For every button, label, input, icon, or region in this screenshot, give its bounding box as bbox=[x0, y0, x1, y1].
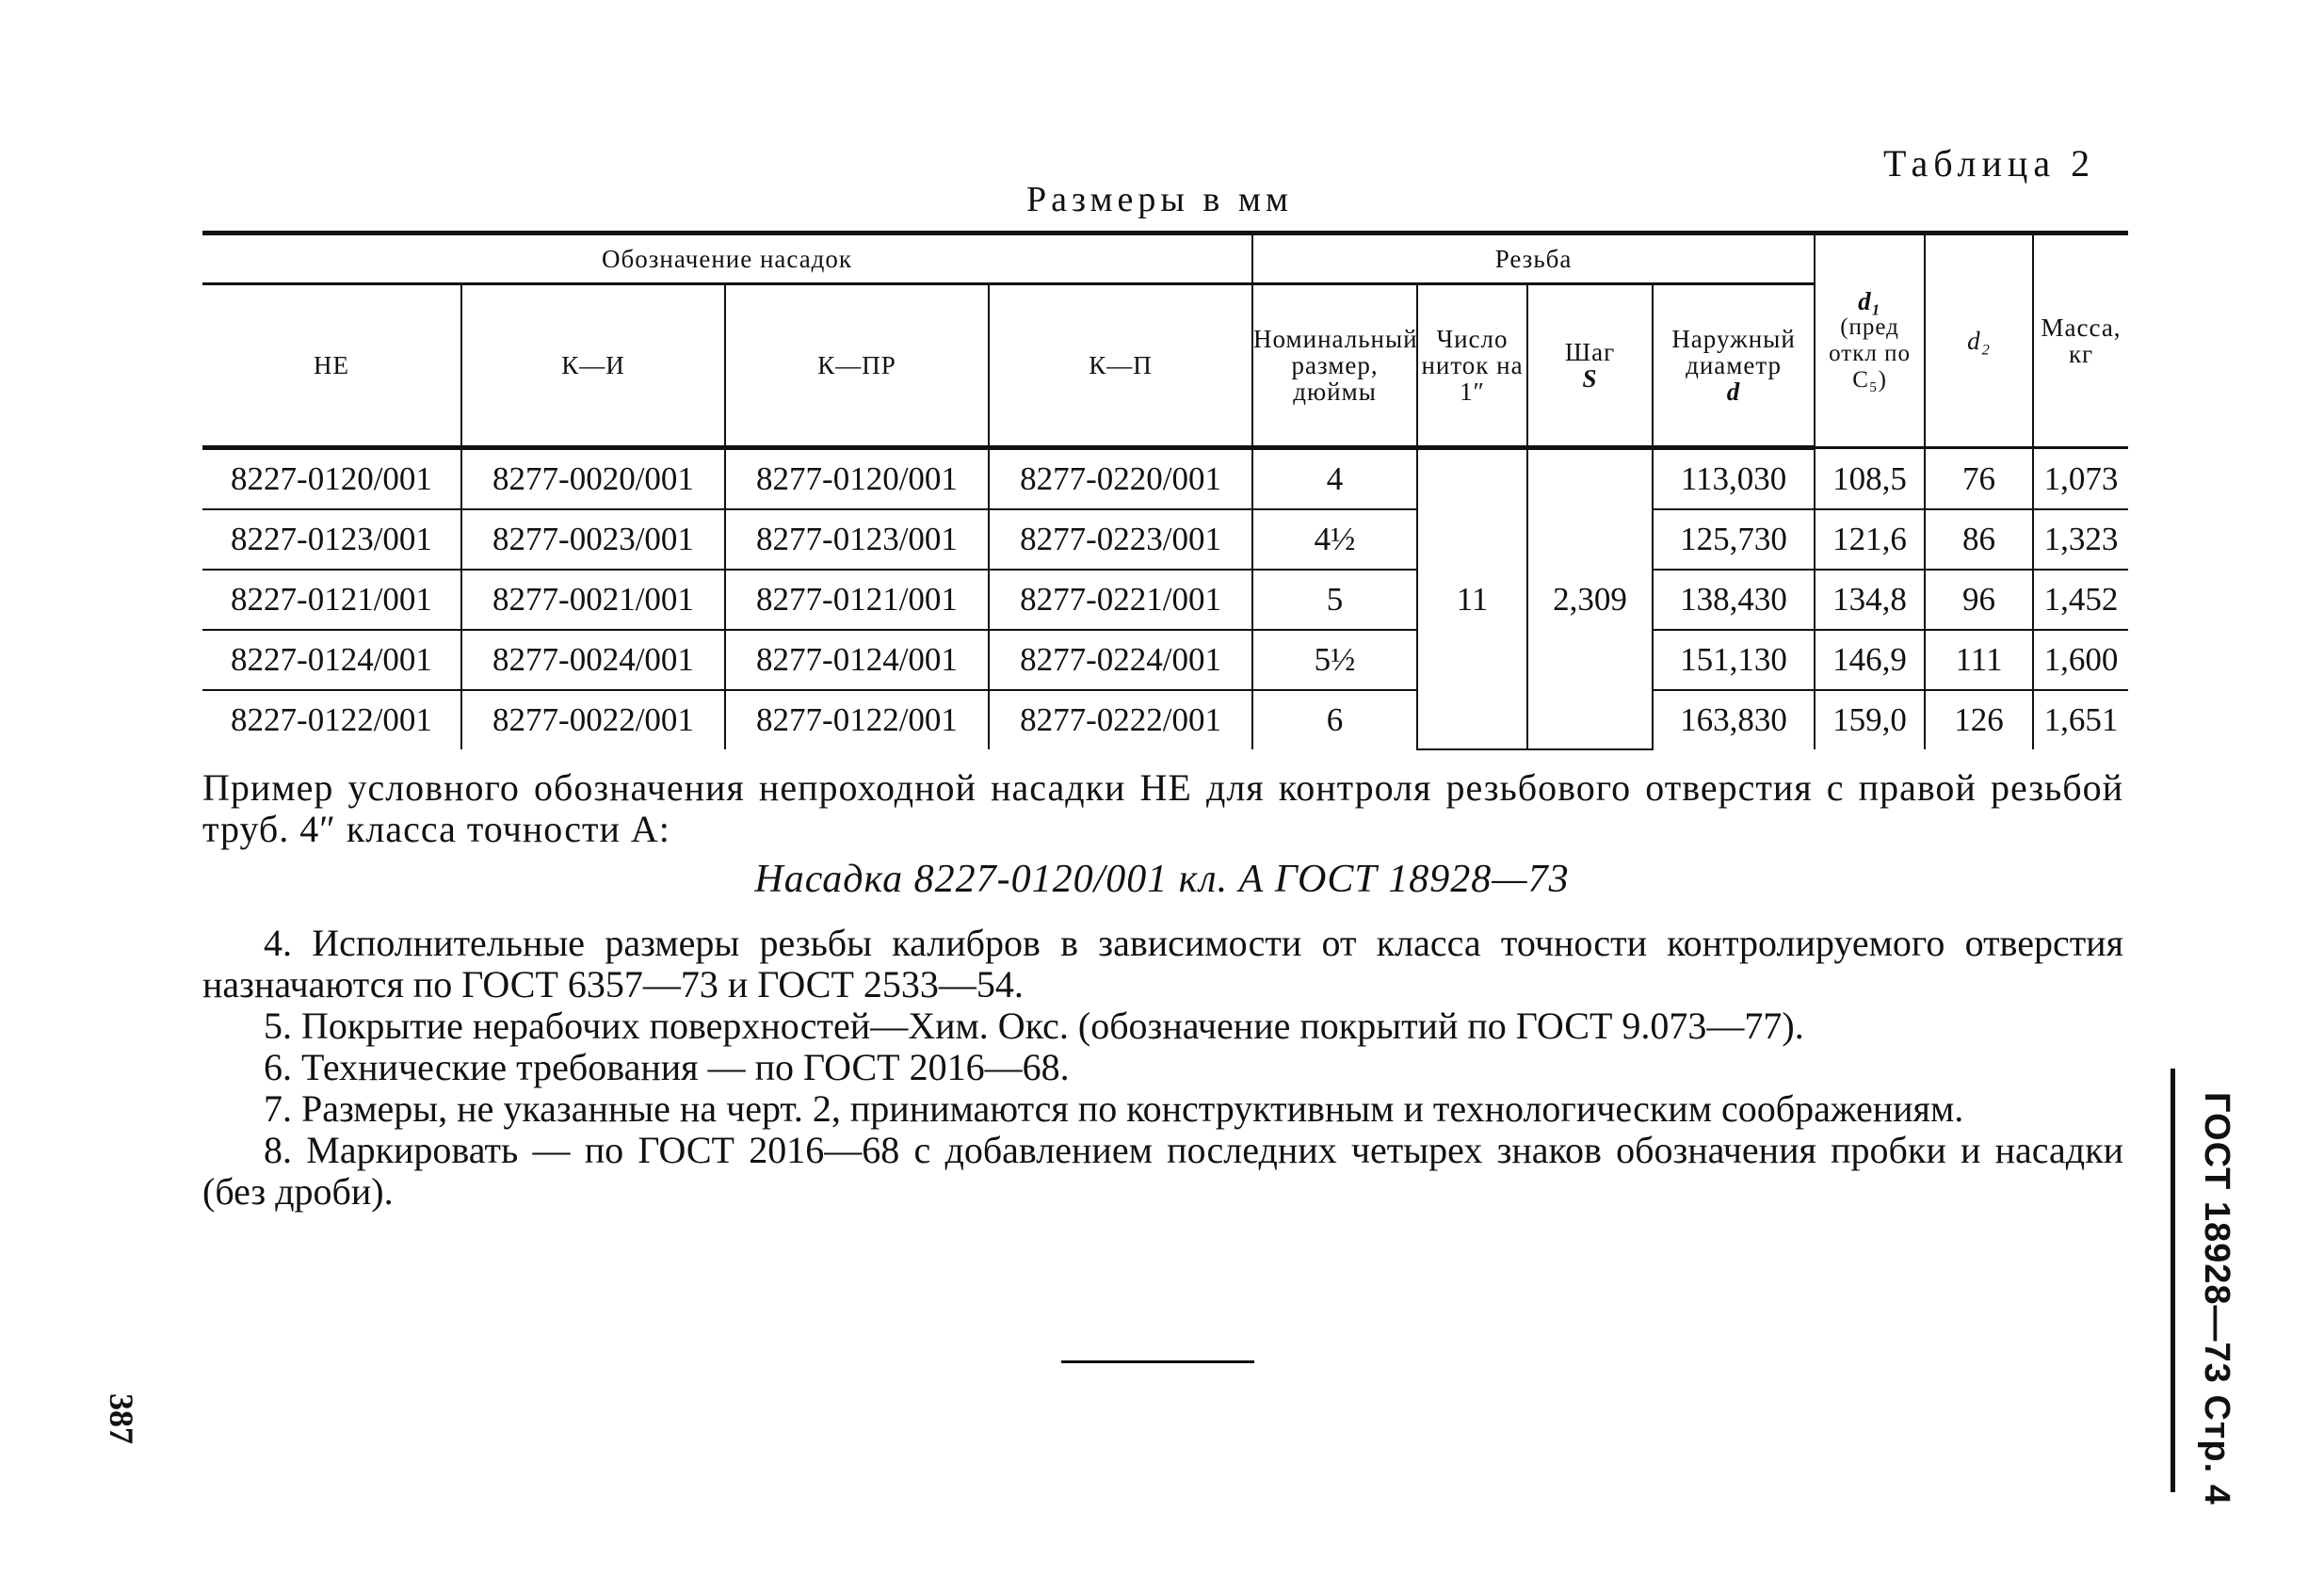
units-caption: Размеры в мм bbox=[1026, 180, 1293, 219]
note-item: 6. Технические требования — по ГОСТ 2016—68. bbox=[264, 1046, 1070, 1088]
ne-cell: 8227-0124/001 bbox=[202, 630, 461, 690]
d2-cell: 111 bbox=[1925, 630, 2033, 690]
table-row bbox=[202, 690, 2128, 749]
note-item: 8. Маркировать — по ГОСТ 2016—68 с добавлением последних четырех знаков обозначения пробки и насадки (без дроби). bbox=[202, 1129, 2123, 1213]
ne-cell: 8227-0122/001 bbox=[231, 701, 432, 738]
note-item: 4. Исполнительные размеры резьбы калибров в зависимости от класса точности контролируемого отверстия назначаются по ГОСТ 6357—73 и ГОСТ 2533—54. bbox=[202, 922, 2123, 1005]
ki-cell: 8277-0022/001 bbox=[461, 690, 725, 749]
nominal-size-header: Номинальный размер, дюймы bbox=[1252, 284, 1417, 448]
ne-cell: 8227-0123/001 bbox=[202, 509, 461, 570]
nominal-cell: 4½ bbox=[1252, 509, 1417, 570]
kp-cell: 8277-0220/001 bbox=[989, 448, 1252, 510]
pitch-header bbox=[1527, 284, 1653, 448]
ne-header: НЕ bbox=[202, 284, 461, 448]
ki-cell: 8277-0020/001 bbox=[461, 448, 725, 510]
designation-example-text: Пример условного обозначения непроходной насадки НЕ для контроля резьбового отверстия с правой резьбой труб. 4″ класса точности А: bbox=[202, 766, 2123, 850]
mass-cell: 1,600 bbox=[2033, 630, 2128, 690]
outer-diameter-symbol: d bbox=[1726, 378, 1741, 406]
pitch-symbol: S bbox=[1582, 364, 1598, 393]
kpr-cell: 8277-0124/001 bbox=[725, 630, 989, 690]
side-rule bbox=[2171, 1069, 2175, 1492]
designation-example: Насадка 8227-0120/001 кл. А ГОСТ 18928—73 bbox=[754, 858, 1570, 901]
outer-diameter-cell: 138,430 bbox=[1653, 570, 1815, 630]
end-rule bbox=[1061, 1360, 1254, 1363]
pitch-cell: 2,309 bbox=[1527, 448, 1653, 750]
designation-group-header: Обозначение насадок bbox=[202, 233, 1252, 284]
d1-cell: 108,5 bbox=[1815, 448, 1925, 510]
kp-header: К—П bbox=[989, 284, 1252, 448]
d1-note: (пред откл по C₅) bbox=[1829, 314, 1911, 393]
kpr-cell: 8277-0120/001 bbox=[725, 448, 989, 510]
d1-symbol: d₁ bbox=[1858, 287, 1881, 315]
mass-cell: 1,323 bbox=[2033, 509, 2128, 570]
standard-page-label: ГОСТ 18928—73 Стр. 4 bbox=[2197, 1092, 2236, 1505]
mass-header: Масса, кг bbox=[2033, 233, 2128, 448]
mass-cell: 1,452 bbox=[2033, 570, 2128, 630]
kpr-cell: 8277-0121/001 bbox=[725, 570, 989, 630]
threads-per-inch-cell: 11 bbox=[1417, 448, 1527, 750]
ki-cell: 8277-0024/001 bbox=[461, 630, 725, 690]
outer-diameter-cell: 113,030 bbox=[1653, 448, 1815, 510]
table-row bbox=[202, 630, 2128, 690]
table-row bbox=[202, 570, 2128, 630]
outer-diameter-cell: 125,730 bbox=[1653, 509, 1815, 570]
threads-per-inch-header: Число ниток на 1″ bbox=[1417, 284, 1527, 448]
nominal-cell: 5 bbox=[1252, 570, 1417, 630]
ki-header: К—И bbox=[461, 284, 725, 448]
note-item: 5. Покрытие нерабочих поверхностей—Хим. Окс. (обозначение покрытий по ГОСТ 9.073—77). bbox=[264, 1005, 1804, 1047]
d1-cell: 134,8 bbox=[1815, 570, 1925, 630]
outer-diameter-header bbox=[1653, 284, 1815, 448]
kp-cell: 8277-0224/001 bbox=[989, 630, 1252, 690]
d1-header bbox=[1815, 233, 1925, 448]
kp-cell: 8277-0223/001 bbox=[989, 509, 1252, 570]
ne-cell: 8227-0121/001 bbox=[202, 570, 461, 630]
kp-cell: 8277-0222/001 bbox=[989, 690, 1252, 749]
note-item: 7. Размеры, не указанные на черт. 2, принимаются по конструктивным и технологическим соображениям. bbox=[264, 1087, 1964, 1130]
nominal-cell: 6 bbox=[1252, 690, 1417, 749]
mass-cell: 1,651 bbox=[2033, 690, 2128, 749]
table-row bbox=[202, 509, 2128, 570]
table-row bbox=[202, 448, 2128, 510]
kpr-cell: 8277-0123/001 bbox=[725, 509, 989, 570]
d2-header: d₂ bbox=[1925, 233, 2033, 448]
dimensions-table bbox=[202, 231, 2128, 750]
mass-cell: 1,073 bbox=[2033, 448, 2128, 510]
notes-list bbox=[202, 923, 2123, 1213]
d2-cell: 76 bbox=[1925, 448, 2033, 510]
outer-diameter-label: Наружный диаметр bbox=[1671, 325, 1796, 379]
d2-cell: 86 bbox=[1925, 509, 2033, 570]
nominal-cell: 4 bbox=[1252, 448, 1417, 510]
d2-cell: 126 bbox=[1925, 690, 2033, 749]
ne-cell: 8227-0120/001 bbox=[202, 448, 461, 510]
kpr-cell: 8277-0122/001 bbox=[725, 690, 989, 749]
pitch-label: Шаг bbox=[1564, 338, 1616, 366]
ki-cell: 8277-0021/001 bbox=[461, 570, 725, 630]
thread-group-header: Резьба bbox=[1252, 233, 1815, 284]
d2-cell: 96 bbox=[1925, 570, 2033, 630]
kp-cell: 8277-0221/001 bbox=[989, 570, 1252, 630]
page-number: 387 bbox=[103, 1393, 140, 1444]
d1-cell: 146,9 bbox=[1815, 630, 1925, 690]
table-caption: Таблица 2 bbox=[1883, 142, 2096, 185]
d1-cell: 121,6 bbox=[1815, 509, 1925, 570]
nominal-cell: 5½ bbox=[1252, 630, 1417, 690]
outer-diameter-cell: 163,830 bbox=[1653, 690, 1815, 749]
kpr-header: К—ПР bbox=[725, 284, 989, 448]
ki-cell: 8277-0023/001 bbox=[461, 509, 725, 570]
outer-diameter-cell: 151,130 bbox=[1653, 630, 1815, 690]
d1-cell: 159,0 bbox=[1815, 690, 1925, 749]
